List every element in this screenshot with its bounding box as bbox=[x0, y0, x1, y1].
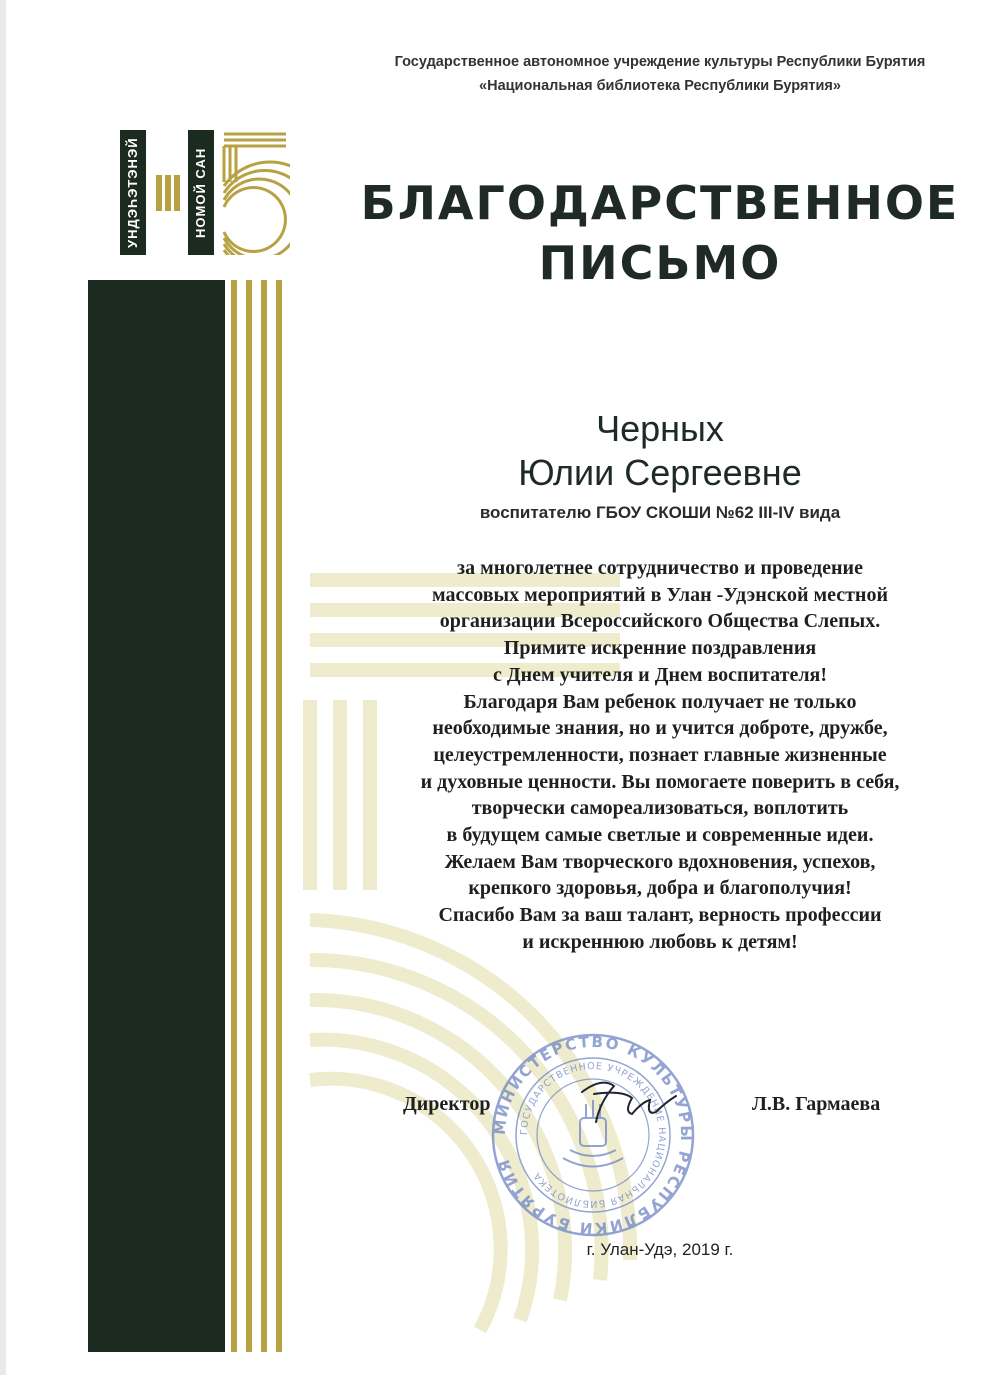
stamp-outer-text: МИНИСТЕРСТВО КУЛЬТУРЫ РЕСПУБЛИКИ БУРЯТИЯ bbox=[490, 1032, 696, 1238]
handwritten-signature bbox=[572, 1072, 682, 1132]
body-line: и искреннюю любовь к детям! bbox=[522, 930, 798, 953]
logo-text-right: НОМОЙ САН bbox=[188, 130, 214, 255]
body-line: за многолетнее сотрудничество и проведение bbox=[457, 557, 863, 579]
logo-five-icon bbox=[220, 130, 290, 255]
decorative-stripe bbox=[261, 280, 267, 1352]
institution-line-1: Государственное автономное учреждение культуры Республики Бурятия bbox=[394, 54, 926, 70]
official-stamp bbox=[488, 1030, 698, 1240]
logo-bars bbox=[156, 175, 180, 211]
decorative-stripe bbox=[246, 280, 252, 1352]
body-line: с Днем учителя и Днем воспитателя! bbox=[492, 663, 828, 686]
body-line: Желаем Вам творческого вдохновения, успехов, bbox=[444, 850, 876, 873]
letter-body bbox=[340, 555, 980, 956]
body-line: целеустремленности, познает главные жизненные bbox=[433, 743, 887, 766]
body-line: крепкого здоровья, добра и благополучия! bbox=[468, 877, 852, 900]
signatory-role: Директор bbox=[403, 1093, 491, 1115]
body-line: Благодаря Вам ребенок получает не только bbox=[463, 690, 857, 713]
body-line: массовых мероприятий в Улан -Удэнской местной bbox=[432, 583, 888, 606]
recipient-given-name: Юлии Сергеевне bbox=[518, 452, 802, 493]
body-line: организации Всероссийского Общества Слепых. bbox=[439, 610, 881, 633]
body-line: в будущем самые светлые и современные идеи. bbox=[446, 824, 874, 847]
stamp-inner-text: ГОСУДАРСТВЕННОЕ УЧРЕЖДЕНИЕ НАЦИОНАЛЬНАЯ БИБЛИОТЕКА bbox=[518, 1060, 668, 1210]
body-line: творчески самореализоваться, воплотить bbox=[471, 797, 849, 820]
body-line: и духовные ценности. Вы помогаете поверить в себя, bbox=[420, 770, 900, 793]
body-line: Примите искренние поздравления bbox=[503, 637, 817, 660]
document-title-line-1: БЛАГОДАРСТВЕННОЕ bbox=[360, 176, 960, 230]
recipient-surname: Черных bbox=[596, 408, 724, 449]
signatory-name: Л.В. Гармаева bbox=[752, 1093, 881, 1115]
recipient-position: воспитателю ГБОУ СКОШИ №62 III-IV вида bbox=[479, 503, 841, 522]
decorative-stripe bbox=[231, 280, 237, 1352]
place-and-date: г. Улан-Удэ, 2019 г. bbox=[586, 1240, 734, 1259]
body-line: Спасибо Вам за ваш талант, верность профессии bbox=[438, 904, 882, 927]
document-title-line-2: ПИСЬМО bbox=[538, 236, 782, 290]
page-edge bbox=[0, 0, 6, 1375]
decorative-stripe bbox=[276, 280, 282, 1352]
logo-text-left: УНДЭҺЭТЭНЭЙ bbox=[120, 130, 146, 255]
decorative-dark-band bbox=[88, 280, 225, 1352]
body-line: необходимые знания, но и учится доброте, дружбе, bbox=[432, 717, 888, 740]
institution-line-2: «Национальная библиотека Республики Бурятия» bbox=[479, 78, 841, 94]
